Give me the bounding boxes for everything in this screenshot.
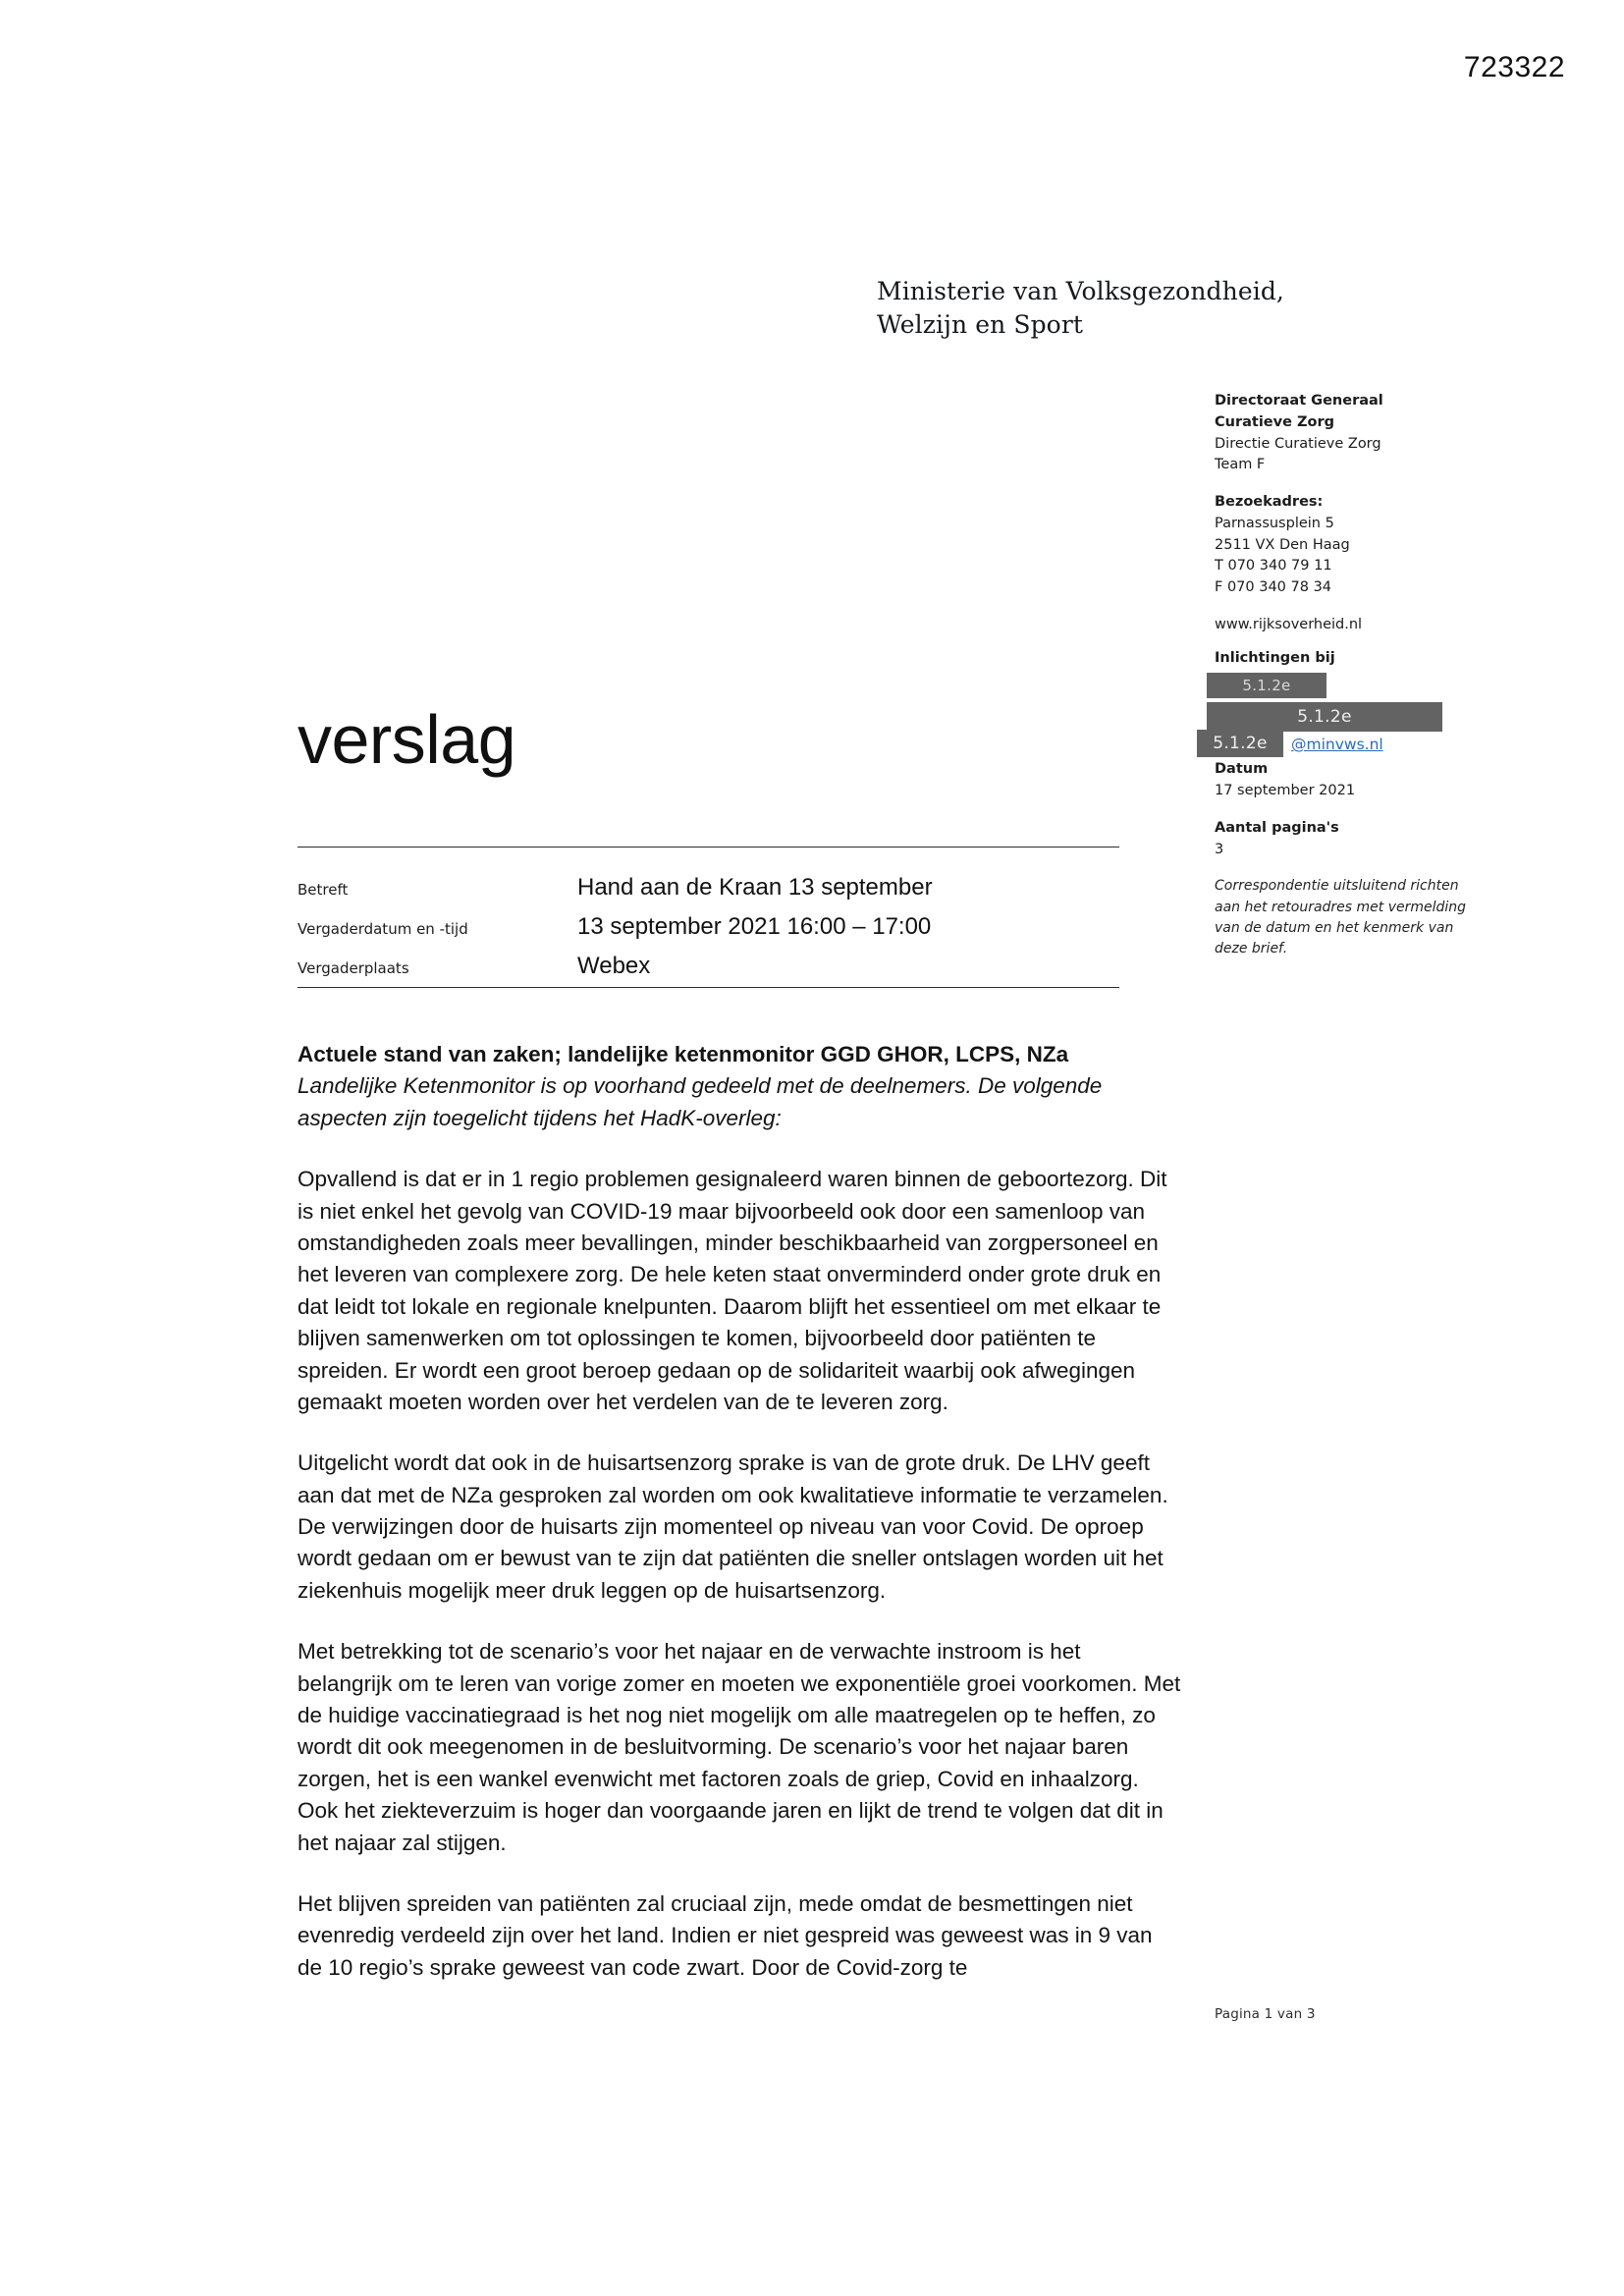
department-heading-line-1: Directoraat Generaal <box>1215 393 1383 409</box>
department-sub-line-2: Team F <box>1215 457 1266 473</box>
page-footer: Pagina 1 van 3 <box>1215 2006 1316 2022</box>
address-city: 2511 VX Den Haag <box>1215 536 1350 553</box>
redaction-box-1: 5.1.2e <box>1207 673 1326 698</box>
meeting-row <box>298 913 1122 941</box>
address-fax: F 070 340 78 34 <box>1215 579 1332 595</box>
address-street: Parnassusplein 5 <box>1215 515 1334 531</box>
body-paragraph-3: Met betrekking tot de scenario’s voor het najaar en de verwachte instroom is het belangrijk om te leren van vorige zomer en moeten we exponentiële groei voorkomen. Met de huidige vaccinatiegraad is het nog niet mogelijk om alle maatregelen op te heffen, zo wordt dit ook meegenomen in de besluitvorming. De scenario’s voor het najaar baren zorgen, het is een wankel evenwicht met factoren zoals de griep, Covid en inhaalzorg. Ook het ziekteverzuim is hoger dan voorgaande jaren en lijkt de trend te volgen dat dit in het najaar zal stijgen. <box>298 1639 1181 1855</box>
document-body <box>298 1039 1181 1984</box>
body-paragraph-4: Het blijven spreiden van patiënten zal cruciaal zijn, mede omdat de besmettingen niet evenredig verdeeld zijn over het land. Indien er niet gespreid was geweest was in 9 van de 10 regio’s sprake geweest van code zwart. Door de Covid-zorg te <box>298 1890 1153 1980</box>
divider-bottom <box>298 987 1119 988</box>
meeting-value-location: Webex <box>577 953 651 979</box>
department-sub-line-1: Directie Curatieve Zorg <box>1215 435 1381 452</box>
date-value: 17 september 2021 <box>1215 783 1356 798</box>
body-paragraph-1: Opvallend is dat er in 1 regio problemen gesignaleerd waren binnen de geboortezorg. Dit is niet enkel het gevolg van COVID-19 maar bijvoorbeeld ook door een samenloop van omstandigheden zoals meer bevallingen, minder beschikbaarheid van zorgpersoneel en het leveren van complexere zorg. De hele keten staat onverminderd onder grote druk en dat leidt tot lokale en regionale knelpunten. Daarom blijft het essentieel om met elkaar te blijven samenwerken om tot oplossingen te komen, bijvoorbeeld door patiënten te spreiden. Er wordt een groot beroep gedaan op de solidariteit waarbij ook afwegingen gemaakt moeten worden over het verdelen van de te leveren zorg. <box>298 1167 1167 1414</box>
address-phone: T 070 340 79 11 <box>1215 558 1332 574</box>
page-count-heading: Aantal pagina's <box>1215 819 1339 836</box>
meeting-row <box>298 874 1122 902</box>
meta-sidebar <box>1215 391 1480 959</box>
ministry-line-2: Welzijn en Sport <box>877 309 1084 339</box>
address-heading: Bezoekadres: <box>1215 494 1324 510</box>
page-count-block <box>1215 818 1480 861</box>
document-number: 723322 <box>1463 51 1565 83</box>
email-domain-link[interactable]: @minvws.nl <box>1291 736 1383 754</box>
body-subheading: Landelijke Ketenmonitor is op voorhand gedeeld met de deelnemers. De volgende aspecten zijn toegelicht tijdens het HadK-overleg: <box>298 1073 1103 1130</box>
meeting-details <box>298 874 1122 980</box>
date-block <box>1215 759 1480 802</box>
department-heading-line-2: Curatieve Zorg <box>1215 413 1334 430</box>
meeting-value-datetime: 13 september 2021 16:00 – 17:00 <box>577 913 932 940</box>
meeting-label-subject: Betreft <box>298 881 349 899</box>
meeting-label-datetime: Vergaderdatum en -tijd <box>298 920 468 938</box>
contact-heading: Inlichtingen bij <box>1215 649 1335 666</box>
body-paragraph-2: Uitgelicht wordt dat ook in de huisartsenzorg sprake is van de grote druk. De LHV geeft aan dat met de NZa gesproken zal worden om ook kwalitatieve informatie te verzamelen. De verwijzingen door de huisarts zijn momenteel op niveau van voor Covid. De oproep wordt gedaan om er bewust van te zijn dat patiënten die sneller ontslagen worden uit het ziekenhuis mogelijk meer druk leggen op de huisartsenzorg. <box>298 1450 1168 1603</box>
redaction-box-3: 5.1.2e <box>1197 730 1283 757</box>
page-title: verslag <box>298 701 516 778</box>
website-url[interactable]: www.rijksoverheid.nl <box>1215 616 1363 632</box>
ministry-wordmark <box>877 275 1284 341</box>
body-heading: Actuele stand van zaken; landelijke ketenmonitor GGD GHOR, LCPS, NZa <box>298 1042 1069 1066</box>
meeting-label-location: Vergaderplaats <box>298 959 409 977</box>
contact-block <box>1215 648 1480 760</box>
meeting-value-subject: Hand aan de Kraan 13 september <box>577 874 933 901</box>
correspondence-note: Correspondentie uitsluitend richten aan het retouradres met vermelding van de datum en het kenmerk van deze brief. <box>1215 878 1467 957</box>
meeting-row <box>298 953 1122 980</box>
redaction-group <box>1215 673 1480 759</box>
ministry-line-1: Ministerie van Volksgezondheid, <box>877 277 1284 305</box>
address-block <box>1215 492 1480 599</box>
date-heading: Datum <box>1215 761 1269 778</box>
redaction-box-2: 5.1.2e <box>1207 702 1442 732</box>
page-count-value: 3 <box>1215 841 1224 857</box>
department-block <box>1215 391 1480 476</box>
